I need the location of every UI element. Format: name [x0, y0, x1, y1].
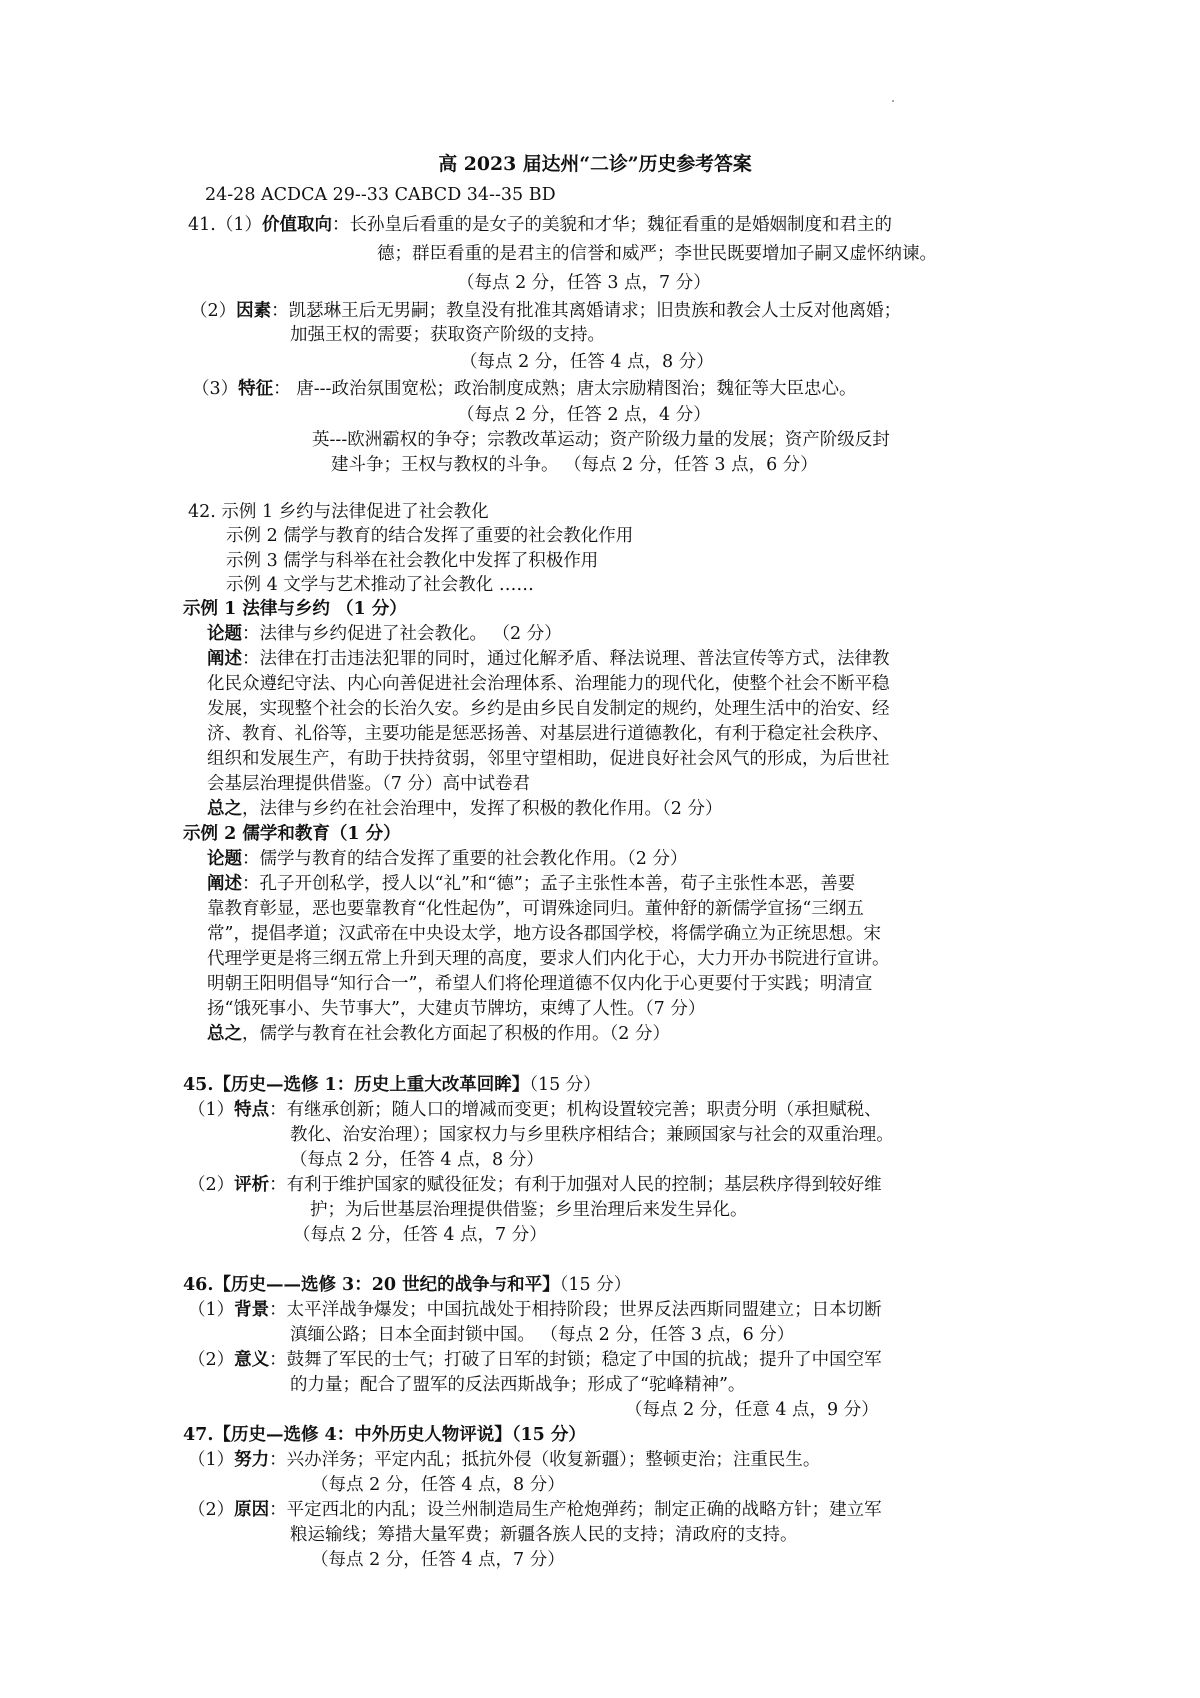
q41-part3-line1: （3）特征： 唐---政治氛围宽松；政治制度成熟；唐太宗励精图治；魏征等大臣忠心。: [192, 379, 857, 399]
q45-part1-line2: 教化、治安治理）；国家权力与乡里秩序相结合；兼顾国家与社会的双重治理。: [290, 1125, 894, 1145]
q46-part1-line1: （1）背景：太平洋战争爆发；中国抗战处于相持阶段；世界反法西斯同盟建立；日本切断: [188, 1300, 882, 1320]
q45-part1-score: （每点 2 分，任答 4 点，8 分）: [290, 1150, 544, 1170]
q41-part1-score: （每点 2 分，任答 3 点，7 分）: [457, 273, 711, 293]
q47-part1-line1: （1）努力：兴办洋务；平定内乱；抵抗外侵（收复新疆）；整顿吏治；注重民生。: [188, 1450, 821, 1470]
q46-part1-line2: 滇缅公路；日本全面封锁中国。 （每点 2 分，任答 3 点，6 分）: [290, 1325, 795, 1345]
q42-sample2-exp6: 扬“饿死事小、失节事大”，大建贞节牌坊，束缚了人性。（7 分）: [207, 999, 706, 1019]
q41-part2-score: （每点 2 分，任答 4 点，8 分）: [460, 352, 714, 372]
q42-sample1-exp6: 会基层治理提供借鉴。（7 分）高中试卷君: [207, 774, 530, 794]
q42-sample2-summary: 总之，儒学与教育在社会教化方面起了积极的作用。（2 分）: [207, 1024, 670, 1044]
q42-example3: 示例 3 儒学与科举在社会教化中发挥了积极作用: [226, 551, 599, 571]
q42-sample2-exp1: 阐述：孔子开创私学，授人以“礼”和“德”；孟子主张性本善，荀子主张性本恶，善要: [207, 874, 856, 894]
q41-part3-score1: （每点 2 分，任答 2 点，4 分）: [457, 405, 711, 425]
q42-sample2-exp5: 明朝王阳明倡导“知行合一”，希望人们将伦理道德不仅内化于心更要付于实践；明清宣: [207, 974, 873, 994]
q42-sample1-exp3: 发展，实现整个社会的长治久安。乡约是由乡民自发制定的规约，处理生活中的治安、经: [207, 699, 890, 719]
q45-part2-line2: 护；为后世基层治理提供借鉴；乡里治理后来发生异化。: [310, 1200, 748, 1220]
choice-answers: 24-28 ACDCA 29--33 CABCD 34--35 BD: [205, 185, 556, 205]
q47-part2-score: （每点 2 分，任答 4 点，7 分）: [311, 1550, 565, 1570]
q41-part3-line3: 建斗争；王权与教权的斗争。 （每点 2 分，任答 3 点，6 分）: [331, 455, 818, 475]
q42-sample1-exp2: 化民众遵纪守法、内心向善促进社会治理体系、治理能力的现代化，使整个社会不断平稳: [207, 674, 890, 694]
q42-sample1-heading: 示例 1 法律与乡约 （1 分）: [183, 599, 407, 619]
q47-heading: 47.【历史—选修 4：中外历史人物评说】（15 分）: [183, 1425, 586, 1445]
q42-sample2-thesis: 论题：儒学与教育的结合发挥了重要的社会教化作用。（2 分）: [207, 849, 688, 869]
q42-example4: 示例 4 文学与艺术推动了社会教化 ……: [226, 575, 534, 595]
document-title: 高 2023 届达州“二诊”历史参考答案: [438, 153, 752, 175]
q45-part1-line1: （1）特点：有继承创新；随人口的增减而变更；机构设置较完善；职责分明（承担赋税、: [188, 1100, 882, 1120]
q41-part2-line2: 加强王权的需要；获取资产阶级的支持。: [290, 325, 605, 345]
q45-heading: 45.【历史—选修 1：历史上重大改革回眸】（15 分）: [183, 1075, 601, 1095]
q41-part1-line2: 德；群臣看重的是君主的信誉和威严；李世民既要增加子嗣又虚怀纳谏。: [377, 244, 937, 264]
q42-sample2-exp2: 靠教育彰显，恶也要靠教育“化性起伪”，可谓殊途同归。董仲舒的新儒学宣扬“三纲五: [207, 899, 864, 919]
q41-part3-line2: 英---欧洲霸权的争夺；宗教改革运动；资产阶级力量的发展；资产阶级反封: [312, 430, 890, 450]
q46-part2-line2: 的力量；配合了盟军的反法西斯战争；形成了“驼峰精神”。: [290, 1375, 746, 1395]
q47-part2-line2: 粮运输线；筹措大量军费；新疆各族人民的支持；清政府的支持。: [290, 1525, 798, 1545]
q45-part2-line1: （2）评析：有利于维护国家的赋役征发；有利于加强对人民的控制；基层秩序得到较好维: [188, 1175, 882, 1195]
q42-sample1-summary: 总之，法律与乡约在社会治理中，发挥了积极的教化作用。（2 分）: [207, 799, 723, 819]
q47-part2-line1: （2）原因：平定西北的内乱；设兰州制造局生产枪炮弹药；制定正确的战略方针；建立军: [188, 1500, 882, 1520]
q42-example2: 示例 2 儒学与教育的结合发挥了重要的社会教化作用: [226, 526, 634, 546]
q42-sample2-heading: 示例 2 儒学和教育（1 分）: [183, 824, 401, 844]
q42-sample2-exp3: 常”，提倡孝道；汉武帝在中央设太学，地方设各郡国学校，将儒学确立为正统思想。宋: [207, 924, 881, 944]
q45-part2-score: （每点 2 分，任答 4 点，7 分）: [293, 1225, 547, 1245]
q46-part2-line1: （2）意义：鼓舞了军民的士气；打破了日军的封锁；稳定了中国的抗战；提升了中国空军: [188, 1350, 882, 1370]
q41-part1-line1: 41.（1）价值取向：长孙皇后看重的是女子的美貌和才华；魏征看重的是婚姻制度和君主的: [188, 215, 892, 235]
q41-part2-line1: （2）因素：凯瑟琳王后无男嗣；教皇没有批准其离婚请求；旧贵族和教会人士反对他离婚；: [190, 301, 902, 321]
scan-speck: [892, 100, 894, 102]
q46-heading: 46.【历史——选修 3：20 世纪的战争与和平】（15 分）: [183, 1275, 632, 1295]
q47-part1-score: （每点 2 分，任答 4 点，8 分）: [311, 1475, 565, 1495]
q42-sample1-exp5: 组织和发展生产，有助于扶持贫弱，邻里守望相助，促进良好社会风气的形成，为后世社: [207, 749, 890, 769]
q42-sample1-thesis: 论题：法律与乡约促进了社会教化。 （2 分）: [207, 624, 562, 644]
q42-example1: 42. 示例 1 乡约与法律促进了社会教化: [188, 502, 489, 522]
q42-sample2-exp4: 代理学更是将三纲五常上升到天理的高度，要求人们内化于心，大力开办书院进行宣讲。: [207, 949, 890, 969]
q42-sample1-exp4: 济、教育、礼俗等，主要功能是惩恶扬善、对基层进行道德教化，有利于稳定社会秩序、: [207, 724, 890, 744]
q42-sample1-exp1: 阐述：法律在打击违法犯罪的同时，通过化解矛盾、释法说理、普法宣传等方式，法律教: [207, 649, 890, 669]
q46-part2-score: （每点 2 分，任意 4 点，9 分）: [625, 1400, 879, 1420]
